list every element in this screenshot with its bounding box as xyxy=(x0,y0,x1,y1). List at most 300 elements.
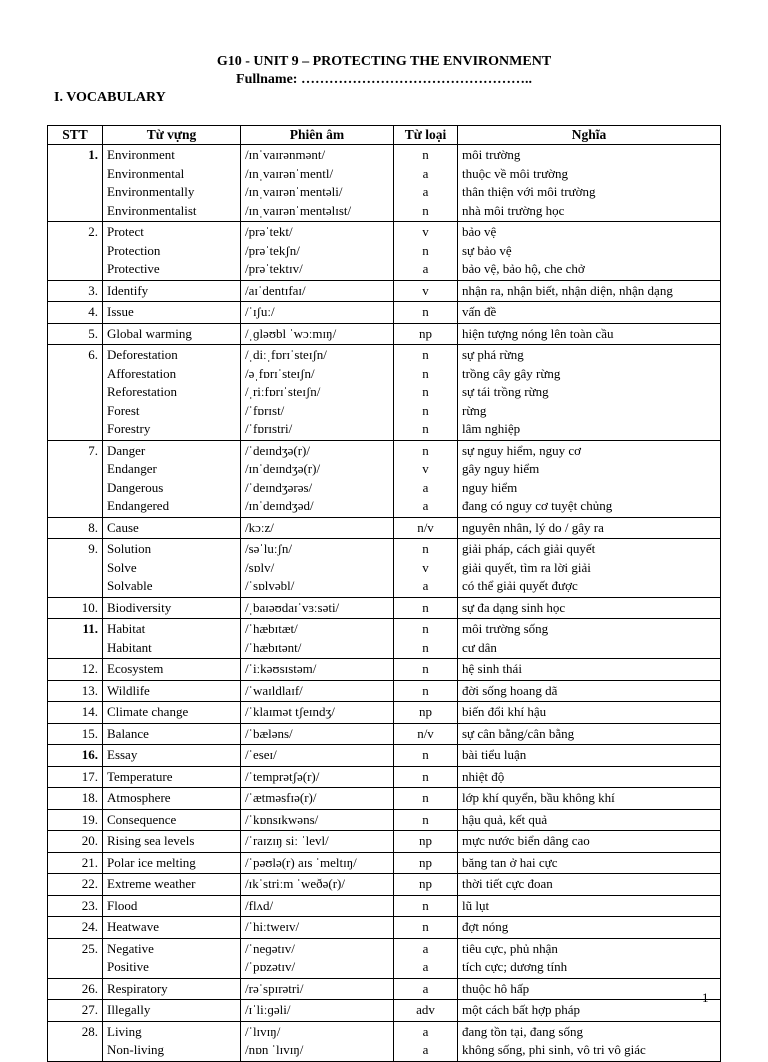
pronunciation-text: /ˈsɒlvəbl/ xyxy=(245,578,295,593)
table-row xyxy=(48,852,721,874)
pronunciation-cell xyxy=(241,280,394,302)
table-row xyxy=(48,723,721,745)
word-cell xyxy=(103,222,241,281)
pronunciation-cell xyxy=(241,831,394,853)
word-text: Issue xyxy=(107,304,134,319)
meaning-text: sự cân bằng/cân bằng xyxy=(462,725,575,741)
row-number-text: 26. xyxy=(81,980,98,996)
row-number-text: 14. xyxy=(81,704,98,719)
word-type-text: n xyxy=(422,541,429,556)
word-type-text: n/v xyxy=(417,725,434,741)
pronunciation-cell xyxy=(241,874,394,896)
pronunciation-cell xyxy=(241,517,394,539)
word-text: Identify xyxy=(107,282,149,298)
word-type-cell xyxy=(394,539,458,598)
row-number-text: 5. xyxy=(88,325,98,341)
word-text: Consequence xyxy=(107,811,177,827)
word-cell xyxy=(103,766,241,788)
meaning-text: đợt nóng xyxy=(462,919,509,934)
meaning-text: thân thiện với môi trường xyxy=(462,184,596,199)
meaning-cell xyxy=(458,895,721,917)
row-number-text: 17. xyxy=(81,768,98,784)
word-text: Biodiversity xyxy=(107,599,172,615)
meaning-text: giải pháp, cách giải quyết xyxy=(462,541,596,556)
pronunciation-text: /ˈkɒnsɪkwəns/ xyxy=(245,811,319,827)
meaning-text: bài tiểu luận xyxy=(462,747,527,762)
pronunciation-text: /ˈdeɪndʒə(r)/ xyxy=(245,442,310,458)
row-number-text: 27. xyxy=(81,1002,98,1017)
meaning-cell xyxy=(458,938,721,978)
page-number: 1 xyxy=(702,990,709,1005)
word-text: Reforestation xyxy=(107,384,178,399)
pronunciation-text: /ˈhæbɪtæt/ xyxy=(245,621,298,636)
word-type-text: v xyxy=(422,559,429,575)
section-heading: I. VOCABULARY xyxy=(54,90,166,105)
meaning-cell xyxy=(458,222,721,281)
pronunciation-text: /ˌɡləʊbl ˈwɔːmɪŋ/ xyxy=(245,325,337,341)
word-text: Environmentally xyxy=(107,184,195,199)
pronunciation-text: /səˈluːʃn/ xyxy=(245,541,292,556)
header-pronunciation: Phiên âm xyxy=(241,126,394,145)
pronunciation-cell xyxy=(241,539,394,598)
word-text: Respiratory xyxy=(107,980,168,996)
pronunciation-cell xyxy=(241,680,394,702)
word-text: Environmentalist xyxy=(107,202,197,218)
table-row xyxy=(48,702,721,724)
meaning-cell xyxy=(458,874,721,896)
word-text: Forest xyxy=(107,402,140,418)
word-type-text: n xyxy=(422,919,429,934)
meaning-cell xyxy=(458,831,721,853)
word-text: Climate change xyxy=(107,704,189,719)
table-body xyxy=(48,145,721,1062)
table-row xyxy=(48,917,721,939)
word-text: Rising sea levels xyxy=(107,833,195,848)
word-text: Solution xyxy=(107,541,152,556)
meaning-cell xyxy=(458,517,721,539)
word-text: Ecosystem xyxy=(107,661,164,676)
table-row xyxy=(48,323,721,345)
meaning-text: nhiệt độ xyxy=(462,768,505,784)
word-type-text: np xyxy=(419,704,432,719)
word-type-text: n xyxy=(422,599,429,615)
word-cell xyxy=(103,788,241,810)
meaning-text: hiện tượng nóng lên toàn cầu xyxy=(462,325,614,341)
meaning-cell xyxy=(458,745,721,767)
meaning-text: sự tái trồng rừng xyxy=(462,384,549,399)
meaning-text: nguy hiểm xyxy=(462,479,518,495)
pronunciation-text: /ˈfɒrɪstri/ xyxy=(245,421,293,436)
word-text: Environmental xyxy=(107,165,185,181)
pronunciation-text: /ˈwaɪldlaɪf/ xyxy=(245,682,303,698)
table-row xyxy=(48,831,721,853)
pronunciation-text: /ˈbæləns/ xyxy=(245,725,293,741)
word-cell xyxy=(103,702,241,724)
pronunciation-text: /ɪˈliːɡəli/ xyxy=(245,1002,291,1017)
word-type-cell xyxy=(394,895,458,917)
meaning-cell xyxy=(458,766,721,788)
meaning-cell xyxy=(458,280,721,302)
table-row xyxy=(48,1021,721,1061)
row-number xyxy=(48,723,103,745)
meaning-text: bảo vệ, bảo hộ, che chở xyxy=(462,261,585,276)
row-number xyxy=(48,302,103,324)
pronunciation-cell xyxy=(241,917,394,939)
row-number-text: 19. xyxy=(81,811,98,827)
word-type-cell xyxy=(394,852,458,874)
word-cell xyxy=(103,517,241,539)
word-type-cell xyxy=(394,978,458,1000)
word-cell xyxy=(103,440,241,517)
word-cell xyxy=(103,597,241,619)
row-number xyxy=(48,222,103,281)
word-type-cell xyxy=(394,222,458,281)
row-number xyxy=(48,659,103,681)
word-type-text: np xyxy=(419,833,432,848)
word-text: Illegally xyxy=(107,1002,151,1017)
word-type-text: a xyxy=(422,980,429,996)
row-number-text: 7. xyxy=(88,442,98,458)
word-cell xyxy=(103,831,241,853)
row-number xyxy=(48,517,103,539)
meaning-text: đang tồn tại, đang sống xyxy=(462,1023,583,1039)
row-number-text: 2. xyxy=(88,224,98,239)
word-text: Solve xyxy=(107,559,137,575)
table-row xyxy=(48,745,721,767)
meaning-text: trồng cây gây rừng xyxy=(462,365,561,381)
pronunciation-text: /ɪnˈvaɪrənmənt/ xyxy=(245,147,326,162)
meaning-text: có thể giải quyết được xyxy=(462,578,578,593)
pronunciation-cell xyxy=(241,938,394,978)
word-type-text: np xyxy=(419,854,432,870)
word-text: Heatwave xyxy=(107,919,159,934)
pronunciation-text: /prəˈtekʃn/ xyxy=(245,242,300,258)
header-word-type: Từ loại xyxy=(394,126,458,145)
meaning-cell xyxy=(458,852,721,874)
pronunciation-text: /flʌd/ xyxy=(245,897,274,913)
meaning-text: biến đổi khí hậu xyxy=(462,704,547,719)
row-number xyxy=(48,745,103,767)
word-type-text: n xyxy=(422,768,429,784)
pronunciation-cell xyxy=(241,702,394,724)
row-number xyxy=(48,766,103,788)
word-cell xyxy=(103,874,241,896)
table-row xyxy=(48,874,721,896)
word-type-text: n xyxy=(422,747,429,762)
header-word: Từ vựng xyxy=(103,126,241,145)
row-number-text: 13. xyxy=(81,682,98,698)
word-type-text: n xyxy=(422,897,429,913)
table-row xyxy=(48,766,721,788)
word-type-text: n xyxy=(422,202,429,218)
word-type-text: n xyxy=(422,242,429,258)
word-cell xyxy=(103,745,241,767)
word-type-cell xyxy=(394,345,458,441)
word-type-text: np xyxy=(419,876,432,891)
pronunciation-text: /ˈpəʊlə(r) aɪs ˈmeltɪŋ/ xyxy=(245,854,357,870)
word-type-text: adv xyxy=(416,1002,435,1017)
row-number xyxy=(48,809,103,831)
word-type-text: a xyxy=(422,940,429,956)
word-type-cell xyxy=(394,280,458,302)
pronunciation-cell xyxy=(241,852,394,874)
word-text: Essay xyxy=(107,747,138,762)
word-cell xyxy=(103,280,241,302)
word-text: Forestry xyxy=(107,421,151,436)
word-cell xyxy=(103,852,241,874)
word-type-text: n xyxy=(422,442,429,458)
word-type-text: a xyxy=(422,261,429,276)
word-cell xyxy=(103,895,241,917)
row-number-text: 18. xyxy=(81,790,98,805)
word-text: Extreme weather xyxy=(107,876,196,891)
pronunciation-cell xyxy=(241,1021,394,1061)
word-text: Flood xyxy=(107,897,138,913)
word-text: Wildlife xyxy=(107,682,150,698)
row-number-text: 9. xyxy=(88,541,98,556)
word-cell xyxy=(103,978,241,1000)
pronunciation-text: /ˌriːfɒrɪˈsteɪʃn/ xyxy=(245,384,321,399)
word-type-cell xyxy=(394,809,458,831)
meaning-text: một cách bất hợp pháp xyxy=(462,1002,581,1017)
word-type-cell xyxy=(394,788,458,810)
pronunciation-text: /ˈfɒrɪst/ xyxy=(245,402,285,418)
word-text: Global warming xyxy=(107,325,192,341)
row-number xyxy=(48,345,103,441)
word-type-cell xyxy=(394,831,458,853)
word-type-text: a xyxy=(422,479,429,495)
meaning-cell xyxy=(458,145,721,222)
pronunciation-text: /ˈiːkəʊsɪstəm/ xyxy=(245,661,317,676)
row-number xyxy=(48,440,103,517)
document-title: G10 - UNIT 9 – PROTECTING THE ENVIRONMENT xyxy=(216,54,552,69)
word-type-cell xyxy=(394,619,458,659)
word-type-text: a xyxy=(422,1042,429,1057)
word-type-text: a xyxy=(422,165,429,181)
pronunciation-text: /ˌbaɪəʊdaɪˈvɜːsəti/ xyxy=(245,599,340,615)
meaning-text: giải quyết, tìm ra lời giải xyxy=(462,559,591,575)
word-type-cell xyxy=(394,659,458,681)
meaning-text: lớp khí quyển, bầu không khí xyxy=(462,790,615,805)
meaning-text: nhà môi trường học xyxy=(462,202,565,218)
word-text: Atmosphere xyxy=(107,790,171,805)
word-type-cell xyxy=(394,766,458,788)
table-row xyxy=(48,539,721,598)
meaning-text: sự phá rừng xyxy=(462,347,524,362)
word-text: Protect xyxy=(107,224,144,239)
pronunciation-text: /ˈdeɪndʒərəs/ xyxy=(245,479,313,495)
table-row xyxy=(48,788,721,810)
pronunciation-text: /ˈraɪzɪŋ siː ˈlevl/ xyxy=(245,833,329,848)
meaning-cell xyxy=(458,917,721,939)
meaning-cell xyxy=(458,1021,721,1061)
word-type-text: a xyxy=(422,498,429,513)
pronunciation-text: /əˌfɒrɪˈsteɪʃn/ xyxy=(245,365,315,381)
meaning-cell xyxy=(458,539,721,598)
table-row xyxy=(48,345,721,441)
word-type-text: n xyxy=(422,621,429,636)
meaning-text: rừng xyxy=(462,402,487,418)
word-type-text: n xyxy=(422,347,429,362)
meaning-text: nguyên nhân, lý do / gây ra xyxy=(462,519,604,535)
word-cell xyxy=(103,302,241,324)
pronunciation-text: /aɪˈdentɪfaɪ/ xyxy=(245,282,306,298)
meaning-text: đang có nguy cơ tuyệt chủng xyxy=(462,498,613,513)
row-number-text: 21. xyxy=(81,854,98,870)
pronunciation-cell xyxy=(241,723,394,745)
meaning-text: hệ sinh thái xyxy=(462,661,522,676)
word-cell xyxy=(103,323,241,345)
row-number-text: 12. xyxy=(81,661,98,676)
row-number xyxy=(48,874,103,896)
pronunciation-cell xyxy=(241,302,394,324)
word-cell xyxy=(103,539,241,598)
word-type-cell xyxy=(394,702,458,724)
pronunciation-text: /prəˈtektɪv/ xyxy=(245,261,303,276)
word-type-text: v xyxy=(422,282,429,298)
meaning-text: sự bảo vệ xyxy=(462,242,512,258)
row-number-text: 28. xyxy=(81,1023,98,1039)
word-text: Afforestation xyxy=(107,365,177,381)
meaning-cell xyxy=(458,702,721,724)
table-row xyxy=(48,302,721,324)
pronunciation-text: /sɒlv/ xyxy=(245,559,275,575)
row-number xyxy=(48,539,103,598)
row-number-text: 3. xyxy=(88,282,98,298)
word-type-text: a xyxy=(422,959,429,974)
row-number xyxy=(48,280,103,302)
pronunciation-cell xyxy=(241,619,394,659)
word-type-text: n xyxy=(422,304,429,319)
pronunciation-text: /ˈpɒzətɪv/ xyxy=(245,959,296,974)
table-row xyxy=(48,597,721,619)
meaning-text: thuộc hô hấp xyxy=(462,980,530,996)
table-row xyxy=(48,517,721,539)
word-text: Endangered xyxy=(107,498,170,513)
meaning-text: tích cực; dương tính xyxy=(462,959,568,974)
word-text: Cause xyxy=(107,519,139,535)
table-row xyxy=(48,895,721,917)
meaning-text: tiêu cực, phủ nhận xyxy=(462,940,558,956)
meaning-text: hậu quả, kết quả xyxy=(462,811,548,827)
meaning-cell xyxy=(458,659,721,681)
meaning-cell xyxy=(458,597,721,619)
word-cell xyxy=(103,938,241,978)
meaning-cell xyxy=(458,788,721,810)
word-type-cell xyxy=(394,517,458,539)
meaning-cell xyxy=(458,323,721,345)
row-number xyxy=(48,145,103,222)
table-row xyxy=(48,145,721,222)
pronunciation-cell xyxy=(241,597,394,619)
row-number-text: 15. xyxy=(81,725,98,741)
word-cell xyxy=(103,680,241,702)
row-number xyxy=(48,702,103,724)
word-text: Dangerous xyxy=(107,479,164,495)
word-type-text: n xyxy=(422,384,429,399)
row-number xyxy=(48,1000,103,1022)
row-number xyxy=(48,788,103,810)
table-row xyxy=(48,680,721,702)
pronunciation-text: /ˌdiːˌfɒrɪˈsteɪʃn/ xyxy=(245,347,327,362)
pronunciation-cell xyxy=(241,766,394,788)
word-type-text: n/v xyxy=(417,519,434,535)
pronunciation-text: /ɪnˌvaɪrənˈmentəlɪst/ xyxy=(245,202,352,218)
meaning-cell xyxy=(458,809,721,831)
meaning-cell xyxy=(458,619,721,659)
row-number xyxy=(48,619,103,659)
row-number xyxy=(48,323,103,345)
word-text: Polar ice melting xyxy=(107,854,196,870)
word-type-text: n xyxy=(422,147,429,162)
word-type-cell xyxy=(394,145,458,222)
pronunciation-text: /ˈhæbɪtənt/ xyxy=(245,639,302,655)
word-type-text: n xyxy=(422,661,429,676)
row-number xyxy=(48,978,103,1000)
table-header-row xyxy=(48,126,721,145)
vocabulary-table xyxy=(47,125,721,1062)
fullname-line: Fullname: ………………………………………….. xyxy=(236,72,532,87)
pronunciation-text: /ˈlɪvɪŋ/ xyxy=(245,1023,281,1039)
word-text: Living xyxy=(107,1023,142,1039)
meaning-cell xyxy=(458,978,721,1000)
word-cell xyxy=(103,659,241,681)
pronunciation-cell xyxy=(241,145,394,222)
word-text: Environment xyxy=(107,147,175,162)
meaning-text: đời sống hoang dã xyxy=(462,682,558,698)
word-type-cell xyxy=(394,680,458,702)
table-row xyxy=(48,659,721,681)
word-type-text: n xyxy=(422,811,429,827)
pronunciation-text: /ˈtemprətʃə(r)/ xyxy=(245,768,320,784)
meaning-text: lũ lụt xyxy=(462,897,490,913)
table-row xyxy=(48,440,721,517)
pronunciation-cell xyxy=(241,345,394,441)
word-type-text: n xyxy=(422,790,429,805)
meaning-text: sự nguy hiểm, nguy cơ xyxy=(462,442,581,458)
word-type-text: n xyxy=(422,682,429,698)
word-cell xyxy=(103,345,241,441)
word-type-text: n xyxy=(422,402,429,418)
row-number-text: 25. xyxy=(81,940,98,956)
pronunciation-text: /ˈɪʃuː/ xyxy=(245,304,275,319)
pronunciation-cell xyxy=(241,895,394,917)
word-cell xyxy=(103,809,241,831)
row-number-text: 8. xyxy=(88,519,98,535)
pronunciation-text: /ɪkˈstriːm ˈweðə(r)/ xyxy=(245,876,345,891)
word-type-cell xyxy=(394,440,458,517)
pronunciation-cell xyxy=(241,788,394,810)
word-cell xyxy=(103,1000,241,1022)
pronunciation-text: /ˈhiːtweɪv/ xyxy=(245,919,300,934)
pronunciation-text: /nɒn ˈlɪvɪŋ/ xyxy=(245,1042,304,1057)
word-text: Protective xyxy=(107,261,160,276)
row-number-text: 20. xyxy=(81,833,98,848)
pronunciation-text: /ɪnˌvaɪrənˈmentəli/ xyxy=(245,184,343,199)
row-number-text: 24. xyxy=(81,919,98,934)
pronunciation-cell xyxy=(241,222,394,281)
pronunciation-text: /ˈklaɪmət tʃeɪndʒ/ xyxy=(245,704,335,719)
row-number xyxy=(48,831,103,853)
row-number xyxy=(48,895,103,917)
pronunciation-text: /ɪnˈdeɪndʒəd/ xyxy=(245,498,314,513)
word-type-cell xyxy=(394,917,458,939)
row-number-text: 1. xyxy=(88,147,98,162)
word-text: Temperature xyxy=(107,768,173,784)
pronunciation-cell xyxy=(241,978,394,1000)
word-text: Endanger xyxy=(107,461,157,476)
row-number-text: 11. xyxy=(82,621,98,636)
